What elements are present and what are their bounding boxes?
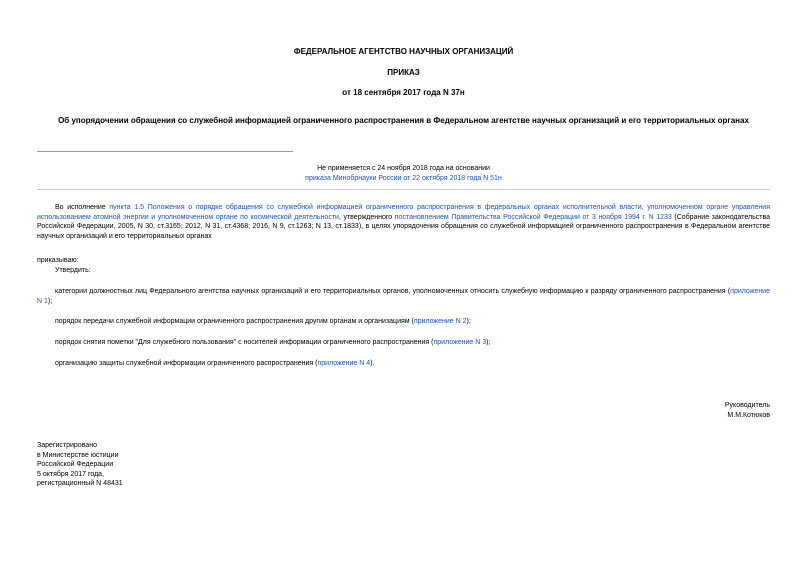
preamble-paragraph: [37, 203, 770, 241]
item-text: организацию защиты служебной информации ограниченного распространения (: [55, 360, 318, 367]
appendix-3-link[interactable]: приложение N 3: [433, 339, 487, 346]
list-item: [37, 359, 770, 369]
item-tail: );: [486, 339, 491, 346]
registration-line: регистрационный N 48431: [37, 480, 123, 487]
preamble-text-1: Во исполнение: [55, 204, 110, 211]
item-text: категории должностных лиц Федерального агентства научных организаций и его территориальных органов, уполномоченных относить служебную информацию к разряду ограниченного распространения (: [55, 288, 731, 295]
agency-name: ФЕДЕРАЛЬНОЕ АГЕНТСТВО НАУЧНЫХ ОРГАНИЗАЦИЙ: [293, 47, 514, 56]
preamble-link-regulation[interactable]: пункта 1.5 Положения о порядке обращения со служебной информацией ограниченного распространения в федеральных органах исполнительной власти, уполномоченном органе управления использованием атомной энергии и уполномоченном органе по космической деятельности: [37, 204, 770, 221]
item-text: порядок передачи служебной информации ограниченного распространения другим органам и организациям (: [55, 318, 414, 325]
item-tail: );: [466, 318, 471, 325]
title-divider: [37, 151, 293, 152]
list-item: [37, 287, 770, 306]
signature-name: М.М.Котюков: [727, 411, 770, 419]
notice-link[interactable]: приказа Минобрнауки России от 22 октября 2018 года N 51н: [305, 174, 502, 182]
appendix-2-link[interactable]: приложение N 2: [413, 318, 467, 325]
appendix-4-link[interactable]: приложение N 4: [317, 360, 371, 367]
document-title: Об упорядочении обращения со служебной информацией ограниченного распространения в Федеральном агентстве научных организаций и его территориальных органах: [58, 116, 749, 125]
item-tail: );: [47, 297, 53, 305]
notice-block: [37, 164, 770, 183]
document-date-number: от 18 сентября 2017 года N 37н: [342, 88, 465, 97]
signature-role: Руководитель: [724, 402, 770, 409]
registration-line: Зарегистрировано: [37, 442, 97, 449]
list-item: [37, 338, 770, 348]
approve-word: Утвердить:: [55, 267, 91, 274]
document-type: ПРИКАЗ: [387, 68, 420, 77]
list-item: [37, 317, 770, 327]
signature-block: [725, 401, 770, 420]
preamble-text-3: (Собрание законодательства Российской Федерации, 2005, N 30, ст.3165; 2012, N 31, ст.4368; 2016, N 9, ст.1263; N 13, ст.1833), в целях упорядочения обращения со служебной информацией ограниченного распространения в Федеральном агентстве научных организаций и его территориальных органах: [37, 213, 771, 240]
preamble-text-2: , утвержденного: [338, 213, 395, 221]
registration-line: в Министерстве юстиции: [37, 451, 119, 459]
notice-text: Не применяется с 24 ноября 2018 года на основании: [317, 165, 490, 172]
item-tail: ).: [370, 360, 375, 367]
notice-divider: [37, 189, 770, 190]
order-word: приказываю:: [37, 257, 79, 264]
preamble-link-decree[interactable]: постановлением Правительства Российской Федерации от 3 ноября 1994 г. N 1233: [394, 213, 672, 221]
registration-line: Российской Федерации: [37, 461, 114, 468]
appendix-1-link[interactable]: приложение N 1: [37, 288, 770, 305]
item-text: порядок снятия пометки "Для служебного пользования" с носителей информации ограниченного распространения (: [55, 339, 434, 346]
registration-line: 5 октября 2017 года,: [37, 470, 105, 478]
registration-block: [37, 441, 123, 489]
